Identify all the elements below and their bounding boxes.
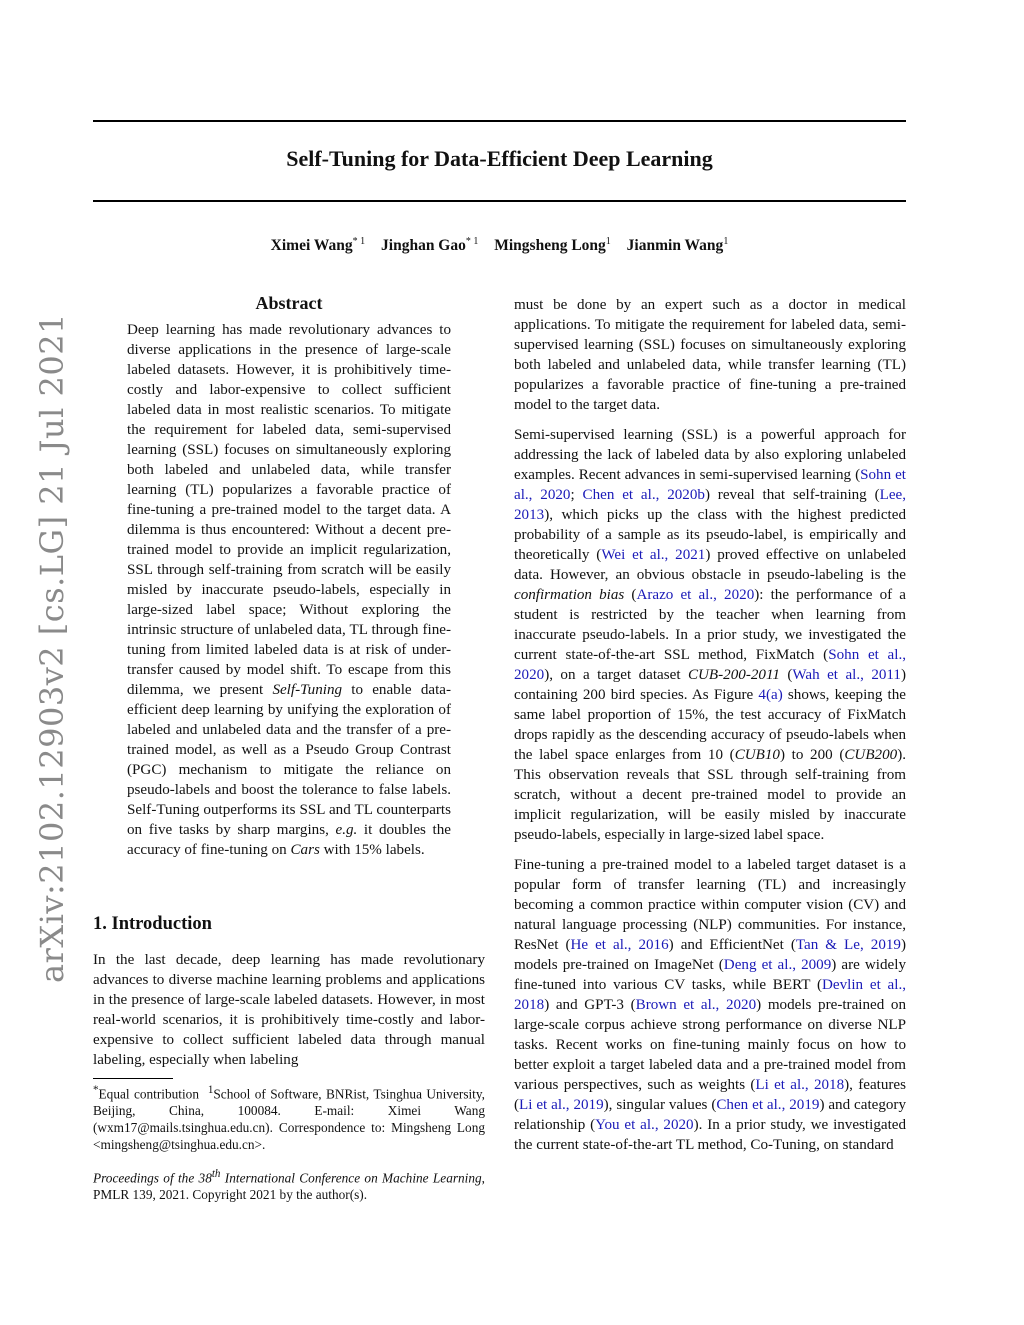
section-heading-introduction: 1. Introduction <box>93 914 212 934</box>
author: Jianmin Wang$^1$ <box>626 236 729 255</box>
citation-link[interactable]: Lee, 2013 <box>514 487 906 523</box>
abstract-heading: Abstract <box>255 293 323 313</box>
title-rule-top <box>93 120 906 122</box>
citation-link[interactable]: Devlin et al., 2018 <box>514 977 906 1013</box>
introduction-body: In the last decade, deep learning has made revolutionary advances to diverse machine learning problems and applications in the presence of large-scale labeled datasets. However, in most real-world scenarios, it is prohibitively time-costly and labor-expensive to collect sufficient labeled data through manual labeling, especially when labeling <box>93 952 485 1068</box>
paragraph: Semi-supervised learning (SSL) is a powerful approach for addressing the lack of labeled data by also exploring unlabeled examples. Recent advances in semi-supervised learning (Sohn et al., 2020; Chen et al., 2020b) reveal that self-training (Lee, 2013), which picks up the class with the highest predicted probability of a sample as its pseudo-label, is empirically and theoretically (Wei et al., 2021) proved effective on unlabeled data. However, an obvious obstacle in pseudo-labeling is the confirmation bias (Arazo et al., 2020): the performance of a student is restricted by the teacher when learning from inaccurate pseudo-labels. In a prior study, we investigated the current state-of-the-art SSL method, FixMatch (Sohn et al., 2020), on a target dataset CUB-200-2011 (Wah et al., 2011) containing 200 bird species. As Figure 4(a) shows, keeping the same label proportion of 15%, the test accuracy of FixMatch drops rapidly as the descending accuracy of pseudo-labels when the label space enlarges from 10 (CUB10) to 200 (CUB200). This observation reveals that SSL through self-training from scratch, without a decent pre-trained model to provide an implicit regularization, will be easily misled by inaccurate pseudo-labels, especially in large-sized label space. <box>514 427 907 843</box>
citation-link[interactable]: Brown et al., 2020 <box>635 997 757 1013</box>
citation-link[interactable]: Chen et al., 2019 <box>716 1097 820 1113</box>
author: Mingsheng Long$^1$ <box>494 236 611 255</box>
author: Jinghan Gao$^{* 1}$ <box>381 236 479 255</box>
citation-link[interactable]: Wei et al., 2021 <box>601 547 706 563</box>
citation-link[interactable]: Wah et al., 2011 <box>792 667 901 683</box>
author: Ximei Wang$^{* 1}$ <box>270 236 366 255</box>
citation-link[interactable]: He et al., 2016 <box>570 937 669 953</box>
title-rule-bottom <box>93 200 906 202</box>
citation-link[interactable]: Tan & Le, 2019 <box>795 937 901 953</box>
right-column-body <box>514 295 906 1165</box>
figure-link[interactable]: 4(a) <box>758 687 783 703</box>
citation-link[interactable]: Sohn et al., 2020 <box>514 647 906 683</box>
paragraph: must be done by an expert such as a doctor in medical applications. To mitigate the requirement for labeled data, semi-supervised learning (SSL) focuses on simultaneously exploring both labeled and unlabeled data, while transfer learning (TL) popularizes a favorable practice of fine-tuning a pre-trained model to the target data. <box>514 297 906 413</box>
footnote: *Equal contribution $^1$School of Software, BNRist, Tsinghua University, Beijing, China, 100084. E-mail: Ximei Wang (wxm17@mails.tsinghua.edu.cn). Correspondence to: Mingsheng Long <mingsheng@tsinghua.edu.cn>. <box>93 1084 485 1153</box>
citation-link[interactable]: You et al., 2020 <box>595 1117 694 1133</box>
citation-link[interactable]: Deng et al., 2009 <box>723 957 832 973</box>
abstract-body: Deep learning has made revolutionary advances to diverse applications in the presence of large-scale labeled datasets. However, it is prohibitively time-costly and labor-expensive to collect sufficient labeled data in most realistic scenarios. To mitigate the requirement for labeled data, semi-supervised learning (SSL) focuses on simultaneously exploring both labeled and unlabeled data, while transfer learning (TL) popularizes a favorable practice of fine-tuning a pre-trained model to the target data. A dilemma is thus encountered: Without a decent pre-trained model to provide an implicit regularization, SSL through self-training from scratch will be easily misled by inaccurate pseudo-labels, especially in large-sized label space; Without exploring the intrinsic structure of unlabeled data, TL through fine-tuning from limited labeled data is at risk of under-transfer caused by model shift. To escape from this dilemma, we present Self-Tuning to enable data-efficient deep learning by unifying the exploration of labeled and unlabeled data and the transfer of a pre-trained model, as well as a Pseudo Group Contrast (PGC) mechanism to mitigate the reliance on pseudo-labels and boost the tolerance to false labels. Self-Tuning outperforms its SSL and TL counterparts on five tasks by sharp margins, e.g. it doubles the accuracy of fine-tuning on Cars with 15% labels. <box>127 322 451 858</box>
paper-title: Self-Tuning for Data-Efficient Deep Learning <box>286 146 713 171</box>
citation-link[interactable]: Chen et al., 2020b <box>582 487 705 503</box>
footnote-rule <box>93 1078 173 1079</box>
arxiv-side-stamp: arXiv:2102.12903v2 [cs.LG] 21 Jul 2021 <box>33 313 71 983</box>
proceedings-note: Proceedings of the 38th International Conference on Machine Learning, PMLR 139, 2021. Copyright 2021 by the author(s). <box>93 1168 485 1203</box>
citation-link[interactable]: Li et al., 2018 <box>755 1077 845 1093</box>
author-list <box>93 236 906 255</box>
citation-link[interactable]: Arazo et al., 2020 <box>636 587 755 603</box>
citation-link[interactable]: Li et al., 2019 <box>519 1097 604 1113</box>
citation-link[interactable]: Sohn et al., 2020 <box>514 467 906 503</box>
paragraph: Fine-tuning a pre-trained model to a labeled target dataset is a popular form of transfer learning (TL) and increasingly becoming a common practice within computer vision (CV) and natural language processing (NLP) communities. For instance, ResNet (He et al., 2016) and EfficientNet (Tan & Le, 2019) models pre-trained on ImageNet (Deng et al., 2009) are widely fine-tuned into various CV tasks, while BERT (Devlin et al., 2018) and GPT-3 (Brown et al., 2020) models pre-trained on large-scale corpus achieve strong performance on diverse NLP tasks. Recent works on fine-tuning mainly focus on how to better exploit a target labeled data and a pre-trained model from various perspectives, such as weights (Li et al., 2018), features (Li et al., 2019), singular values (Chen et al., 2019) and category relationship (You et al., 2020). In a prior study, we investigated the current state-of-the-art TL method, Co-Tuning, on standard <box>514 857 907 1153</box>
